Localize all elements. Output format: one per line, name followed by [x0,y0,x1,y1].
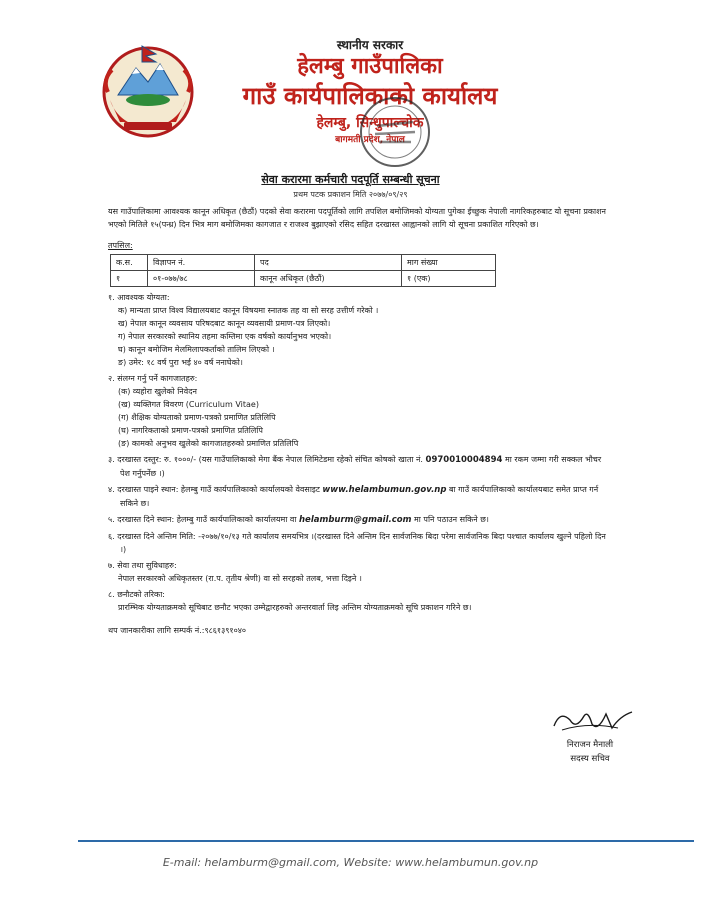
office-name: गाउँ कार्यपालिकाको कार्यालय [242,82,498,110]
deadline-point: ६. दरखास्त दिने अन्तिम मिति: -२०७७/१०/१३ गते कार्यालय समयभित्र ।(दरखास्त दिने अन्तिम दिन सार्वजनिक बिदा परेमा सार्वजनिक बिदा पश्चात कार्यालय खुल्ने पहिलो दिन ।) [108,532,606,554]
benefits-title: ७. सेवा तथा सुविधाहरु: [108,561,177,570]
qualifications-title: १. आवश्यक योग्यता: [108,293,170,302]
table-header-row [111,255,496,271]
table-header-cell: क.स. [111,255,148,271]
bank-account-number: 0970010004894 [425,455,503,465]
submit-point [108,513,606,527]
publication-date: प्रथम पटक प्रकाशन मिति २०७७/०९/२९ [293,190,408,199]
fee-point [108,453,606,480]
nepal-emblem-logo [98,40,198,140]
documents-title: २. संलग्न गर्नु पर्ने कागजातहरु: [108,374,198,383]
list-item: (घ) नागरिकताको प्रमाण-पत्रको प्रमाणित प्रतिलिपि [118,426,263,435]
table-cell: कानून अधिकृत (छैठौं) [255,271,402,287]
notice-body [108,205,606,637]
signer-title: सदस्य सचिव [570,754,610,764]
list-item: (ख) व्यक्तिगत विवरण (Curriculum Vitae) [118,400,259,409]
office-seal-stamp [355,92,435,172]
obtain-text-end: बा गाउँ कार्यपालिकाको कार्यालयबाट समेत प्राप्त गर्न सकिने छ। [120,485,599,508]
list-item: ग) नेपाल सरकारको स्थानिय तहमा कम्तिमा एक वर्षको कार्यानुभव भएको। [118,332,332,341]
list-item: घ) कानून बमोजिम मेलमिलापकर्ताको तालिम लिएको । [118,345,275,354]
obtain-text: ४. दरखास्त पाइने स्थान: हेलम्बु गाउँ कार्यपालिकाको कार्यालयको वेवसाइट [108,485,323,494]
list-item: क) मान्यता प्राप्त विश्व विद्यालयबाट कानून विषयमा स्नातक तह वा सो सरह उत्तीर्ण गरेको । [118,306,379,315]
list-item: (ङ) कामको अनुभव खुलेको कागजातहरुको प्रमाणित प्रतिलिपि [118,439,299,448]
email-link[interactable]: helamburm@gmail.com [299,515,412,525]
table-cell: १ (एक) [402,271,496,287]
table-cell: १ [111,271,148,287]
office-place: हेलम्बु, सिन्धुपाल्चोक [316,115,424,131]
list-item: (क) व्यहोरा खुलेको निवेदन [118,387,197,396]
signature [548,706,638,736]
intro-paragraph: यस गाउँपालिकामा आवश्यक कानून अधिकृत (छैठौं) पदको सेवा करारमा पदपूर्तिको लागि तपशिल बमोजिमको योग्यता पुगेका ईच्छुक नेपाली नागरिकहरुबाट यो सूचना प्रकाशन भएको मितिले १५(पन्ध्र) दिन भित्र माग बमोजिमका कागजात र राजश्व बुझाएको रसिद सहित दरखास्त आह्वानको लागि यो सूचना प्रकाशित गरिएको छ। [108,207,606,229]
footer-divider [78,840,694,842]
table-row [111,271,496,287]
notice-title: सेवा करारमा कर्मचारी पदपूर्ति सम्बन्धी सूचना [261,173,440,186]
vacancy-table [110,254,496,287]
submit-text: ५. दरखास्त दिने स्थान: हेलम्बु गाउँ कार्यपालिकाको कार्यालयमा वा [108,515,299,524]
signer-name: निराजन मैनाली [566,740,614,750]
footer-contact: E-mail: helamburm@gmail.com, Website: www.helambumun.gov.np [162,856,539,869]
local-govt-label: स्थानीय सरकार [336,38,404,52]
signer-block [540,738,640,766]
selection-text: प्रारम्भिक योग्यताक्रमको सूचिबाट छनौट भएका उम्मेद्वारहरुको अन्तरवार्ता लिइ अन्तिम योग्यताक्रमको सूचि प्रकाशन गरिने छ। [118,603,472,612]
office-province: बागमती प्रदेश, नेपाल [335,135,405,145]
submit-text-end: मा पनि पठाउन सकिने छ। [411,515,489,524]
website-link[interactable]: www.helambumun.gov.np [322,485,447,495]
contact-number: थप जानकारीका लागि सम्पर्क नं.:९८६१३९१०४० [108,626,247,635]
list-item: ङ) उमेर: १८ वर्ष पुरा भई ४० वर्ष ननाघेको। [118,358,243,367]
benefits-text: नेपाल सरकारको अधिकृतस्तर (रा.प. तृतीय श्रेणी) वा सो सरहको तलब, भत्ता दिइने । [118,574,362,583]
details-label: तपसिल: [108,241,133,250]
table-header-cell: माग संख्या [402,255,496,271]
fee-text-end: मा रकम जम्मा गरी सक्कल भौचर पेश गर्नुपर्नेछ ।) [120,455,602,478]
list-item: (ग) शैक्षिक योग्यताको प्रमाण-पत्रको प्रमाणित प्रतिलिपि [118,413,276,422]
obtain-point [108,483,606,510]
table-cell: ०१-०७७/७८ [148,271,255,287]
municipality-name: हेलम्बु गाउँपालिका [297,54,443,79]
table-header-cell: पद [255,255,402,271]
selection-title: ८. छनौटको तरिका: [108,590,165,599]
fee-text: ३. दरखास्त दस्तुर: रु. १०००/- (यस गाउँपालिकाको मेगा बैंक नेपाल लिमिटेडमा रहेको संचित कोषको खाता नं. [108,455,426,464]
table-header-cell: विज्ञापन नं. [148,255,255,271]
list-item: ख) नेपाल कानून व्यवसाय परिषदबाट कानून व्यवसायी प्रमाण-पत्र लिएको। [118,319,331,328]
